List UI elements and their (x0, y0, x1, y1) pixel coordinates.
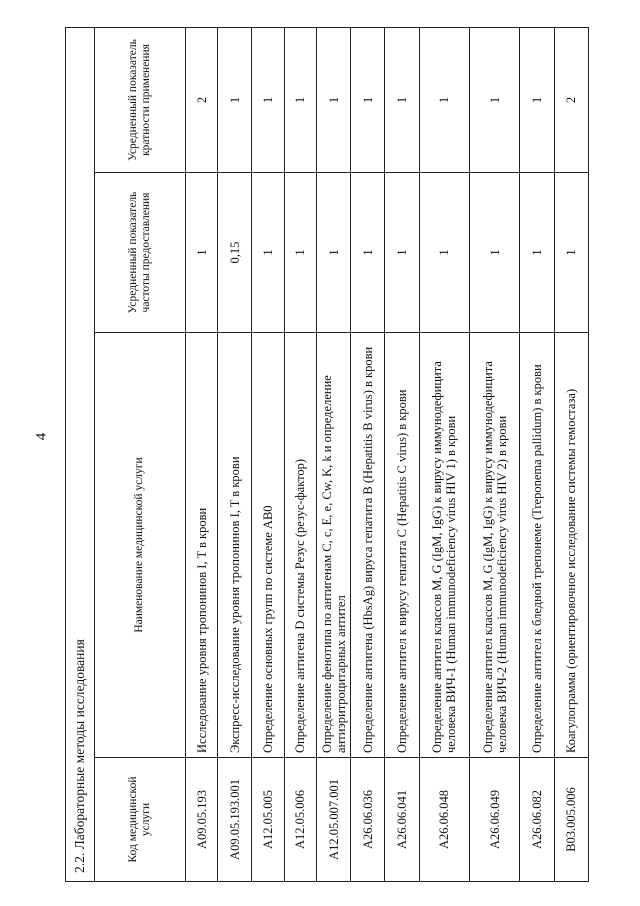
service-code: B03.005.006 (554, 758, 588, 882)
services-table-container (65, 28, 589, 882)
multiplicity-value: 1 (284, 27, 316, 172)
services-table (65, 27, 589, 882)
rotated-page-area (65, 28, 589, 882)
service-code: A12.05.005 (252, 758, 284, 882)
service-name: Определение основных групп по системе AB0 (252, 333, 284, 758)
table-row (252, 27, 284, 881)
multiplicity-value: 2 (554, 27, 588, 172)
frequency-value: 1 (316, 173, 350, 333)
service-name: Определение антигена (HbsAg) вируса гепатита B (Hepatitis B virus) в крови (351, 333, 385, 758)
multiplicity-value: 1 (385, 27, 419, 172)
multiplicity-value: 1 (316, 27, 350, 172)
service-code: A09.05.193 (186, 758, 218, 882)
multiplicity-value: 1 (419, 27, 469, 172)
service-code: A09.05.193.001 (218, 758, 252, 882)
table-row (419, 27, 469, 881)
service-name: Исследование уровня тропонинов I, T в крови (186, 333, 218, 758)
multiplicity-value: 1 (218, 27, 252, 172)
table-row (284, 27, 316, 881)
table-row (218, 27, 252, 881)
table-row (385, 27, 419, 881)
column-header-frequency: Усредненный показатель частоты предоставления (95, 173, 186, 333)
table-row (316, 27, 350, 881)
service-code: A12.05.007.001 (316, 758, 350, 882)
multiplicity-value: 2 (186, 27, 218, 172)
service-code: A26.06.049 (470, 758, 520, 882)
column-header-multiplicity: Усредненный показатель кратности применения (95, 27, 186, 172)
multiplicity-value: 1 (351, 27, 385, 172)
service-code: A12.05.006 (284, 758, 316, 882)
service-name: Определение антител классов M, G (IgM, IgG) к вирусу иммунодефицита человека ВИЧ-1 (Human immunodeficiency virus HIV 1) в крови (419, 333, 469, 758)
frequency-value: 1 (351, 173, 385, 333)
section-title: 2.2. Лабораторные методы исследования (66, 27, 95, 881)
frequency-value: 1 (385, 173, 419, 333)
service-name: Коагулограмма (ориентировочное исследование системы гемостаза) (554, 333, 588, 758)
service-code: A26.06.048 (419, 758, 469, 882)
frequency-value: 1 (186, 173, 218, 333)
frequency-value: 1 (470, 173, 520, 333)
service-name: Определение антител классов M, G (IgM, IgG) к вирусу иммунодефицита человека ВИЧ-2 (Human immunodeficiency virus HIV 2) в крови (470, 333, 520, 758)
frequency-value: 1 (419, 173, 469, 333)
service-name: Экспресс-исследование уровня тропонинов I, T в крови (218, 333, 252, 758)
column-header-code: Код медицинской услуги (95, 758, 186, 882)
table-row (520, 27, 554, 881)
frequency-value: 1 (520, 173, 554, 333)
service-code: A26.06.036 (351, 758, 385, 882)
table-row (351, 27, 385, 881)
frequency-value: 1 (252, 173, 284, 333)
table-row (186, 27, 218, 881)
header-row (95, 27, 186, 881)
service-name: Определение фенотипа по антигенам C, c, E, e, Cw, K, k и определение антиэритроцитарных антител (316, 333, 350, 758)
service-name: Определение антител к вирусу гепатита C (Hepatitis C virus) в крови (385, 333, 419, 758)
service-name: Определение антигена D системы Резус (резус-фактор) (284, 333, 316, 758)
multiplicity-value: 1 (520, 27, 554, 172)
section-row (66, 27, 95, 881)
frequency-value: 0,15 (218, 173, 252, 333)
table-row (470, 27, 520, 881)
multiplicity-value: 1 (470, 27, 520, 172)
column-header-name: Наименование медицинской услуги (95, 333, 186, 758)
page-number: 4 (33, 432, 50, 441)
frequency-value: 1 (554, 173, 588, 333)
multiplicity-value: 1 (252, 27, 284, 172)
table-row (554, 27, 588, 881)
service-code: A26.06.041 (385, 758, 419, 882)
service-code: A26.06.082 (520, 758, 554, 882)
frequency-value: 1 (284, 173, 316, 333)
service-name: Определение антител к бледной трепонеме (Treponema pallidum) в крови (520, 333, 554, 758)
